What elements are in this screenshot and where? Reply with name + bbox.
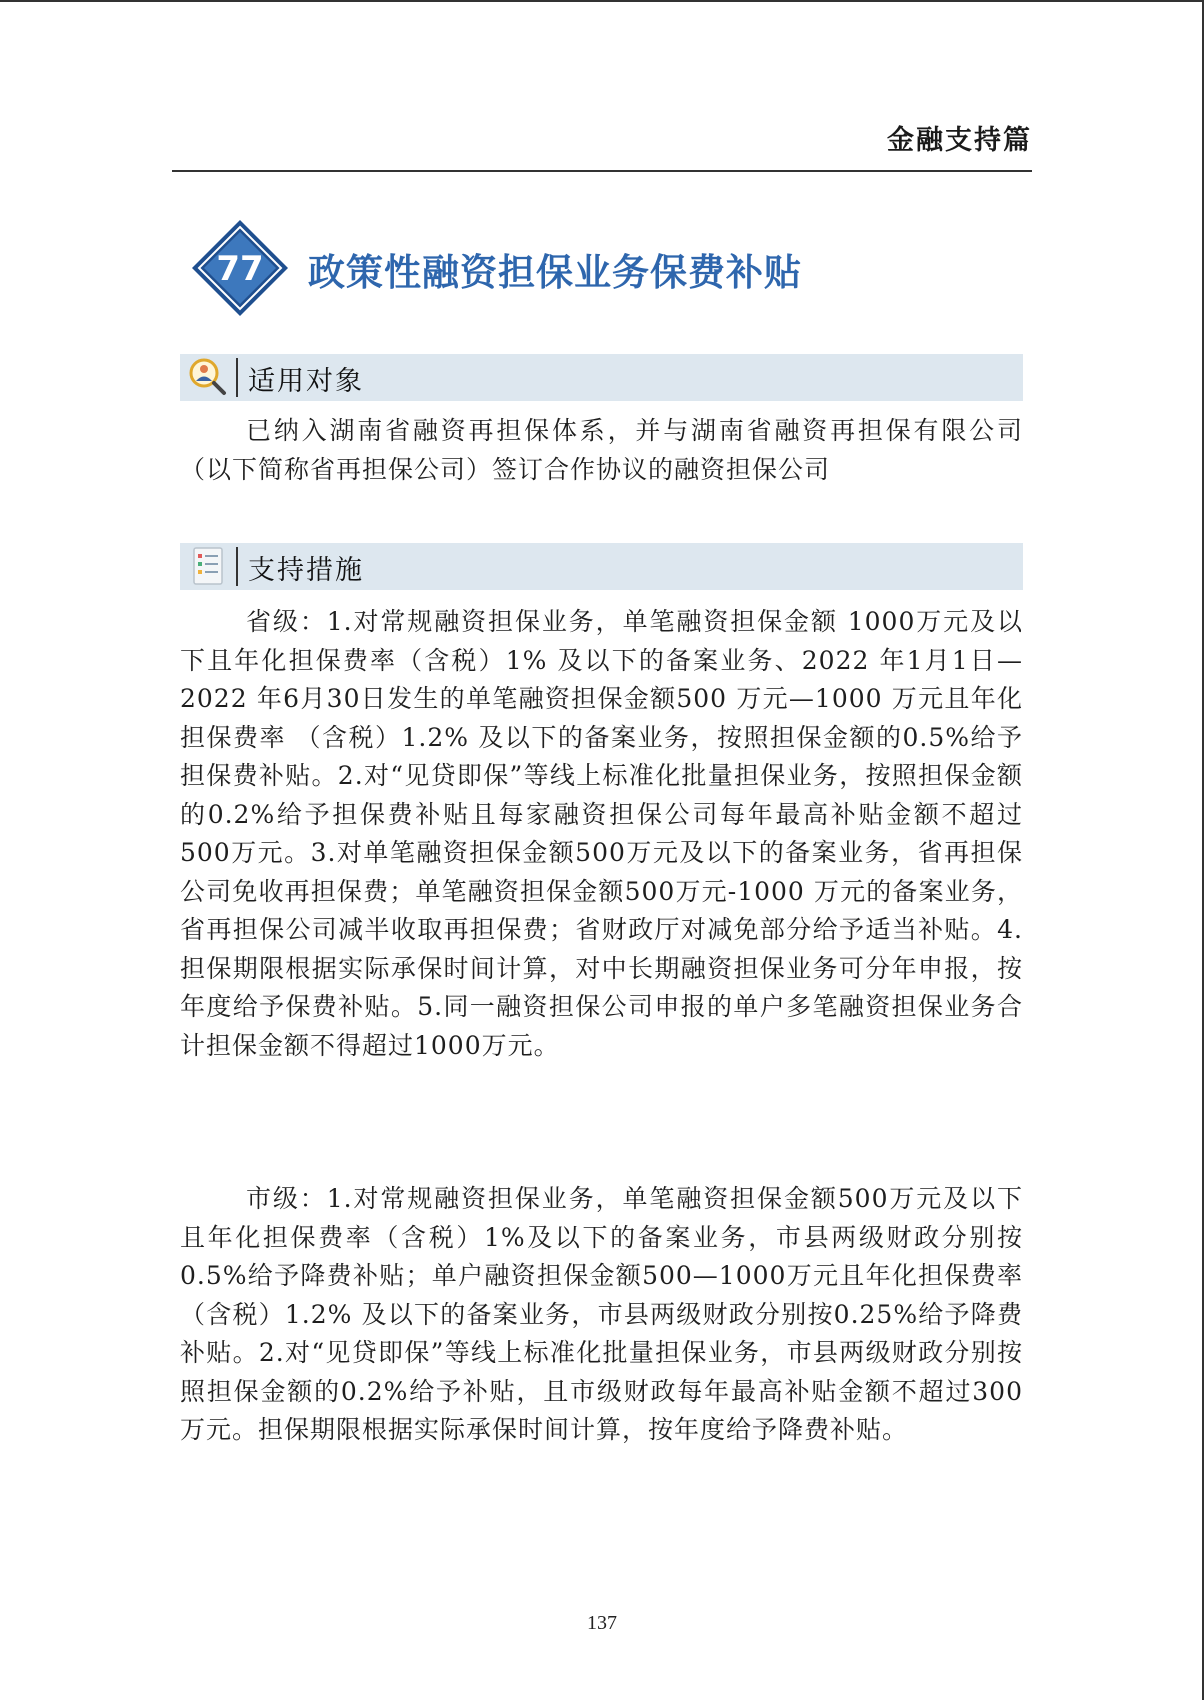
magnifier-person-icon <box>188 357 228 397</box>
running-header: 金融支持篇 <box>887 125 1032 156</box>
header-rule <box>172 170 1032 172</box>
chapter-number: 77 <box>216 249 264 289</box>
section-label: 适用对象 <box>248 366 364 397</box>
page-number: 137 <box>587 1612 617 1634</box>
section-divider <box>236 358 238 397</box>
section-header-support-measures <box>180 543 1023 590</box>
page-frame-top <box>0 0 1204 2</box>
chapter-number-badge <box>190 218 290 322</box>
paragraph-municipal-measures: 市级：1.对常规融资担保业务，单笔融资担保金额500万元及以下且年化担保费率（含税）1%及以下的备案业务，市县两级财政分别按0.5%给予降费补贴；单户融资担保金额500—1000万元且年化担保费率（含税）1.2% 及以下的备案业务，市县两级财政分别按0.25%给予降费补贴。2.对“见贷即保”等线上标准化批量担保业务，市县两级财政分别按照担保金额的0.2%给予补贴，且市级财政每年最高补贴金额不超过300万元。担保期限根据实际承保时间计算，按年度给予降费补贴。 <box>180 1184 1023 1444</box>
paragraph-applicable-targets: 已纳入湖南省融资再担保体系，并与湖南省融资再担保有限公司（以下简称省再担保公司）签订合作协议的融资担保公司 <box>180 416 1023 484</box>
section-divider <box>236 547 238 586</box>
chapter-title: 政策性融资担保业务保费补贴 <box>308 251 802 294</box>
section-header-applicable-targets <box>180 354 1023 401</box>
paragraph-provincial-measures: 省级：1.对常规融资担保业务，单笔融资担保金额 1000万元及以下且年化担保费率（含税）1% 及以下的备案业务、2022 年1月1日—2022 年6月30日发生的单笔融资担保金额500 万元—1000 万元且年化担保费率 （含税）1.2% 及以下的备案业务，按照担保金额的0.5%给予担保费补贴。2.对“见贷即保”等线上标准化批量担保业务，按照担保金额的0.2%给予担保费补贴且每家融资担保公司每年最高补贴金额不超过500万元。3.对单笔融资担保金额500万元及以下的备案业务，省再担保公司免收再担保费；单笔融资担保金额500万元-1000 万元的备案业务，省再担保公司减半收取再担保费；省财政厅对减免部分给予适当补贴。4.担保期限根据实际承保时间计算，对中长期融资担保业务可分年申报，按年度给予保费补贴。5.同一融资担保公司申报的单户多笔融资担保业务合计担保金额不得超过1000万元。 <box>180 607 1023 1060</box>
checklist-icon <box>188 546 228 586</box>
section-label: 支持措施 <box>248 555 364 586</box>
diamond-badge-icon <box>190 218 290 318</box>
